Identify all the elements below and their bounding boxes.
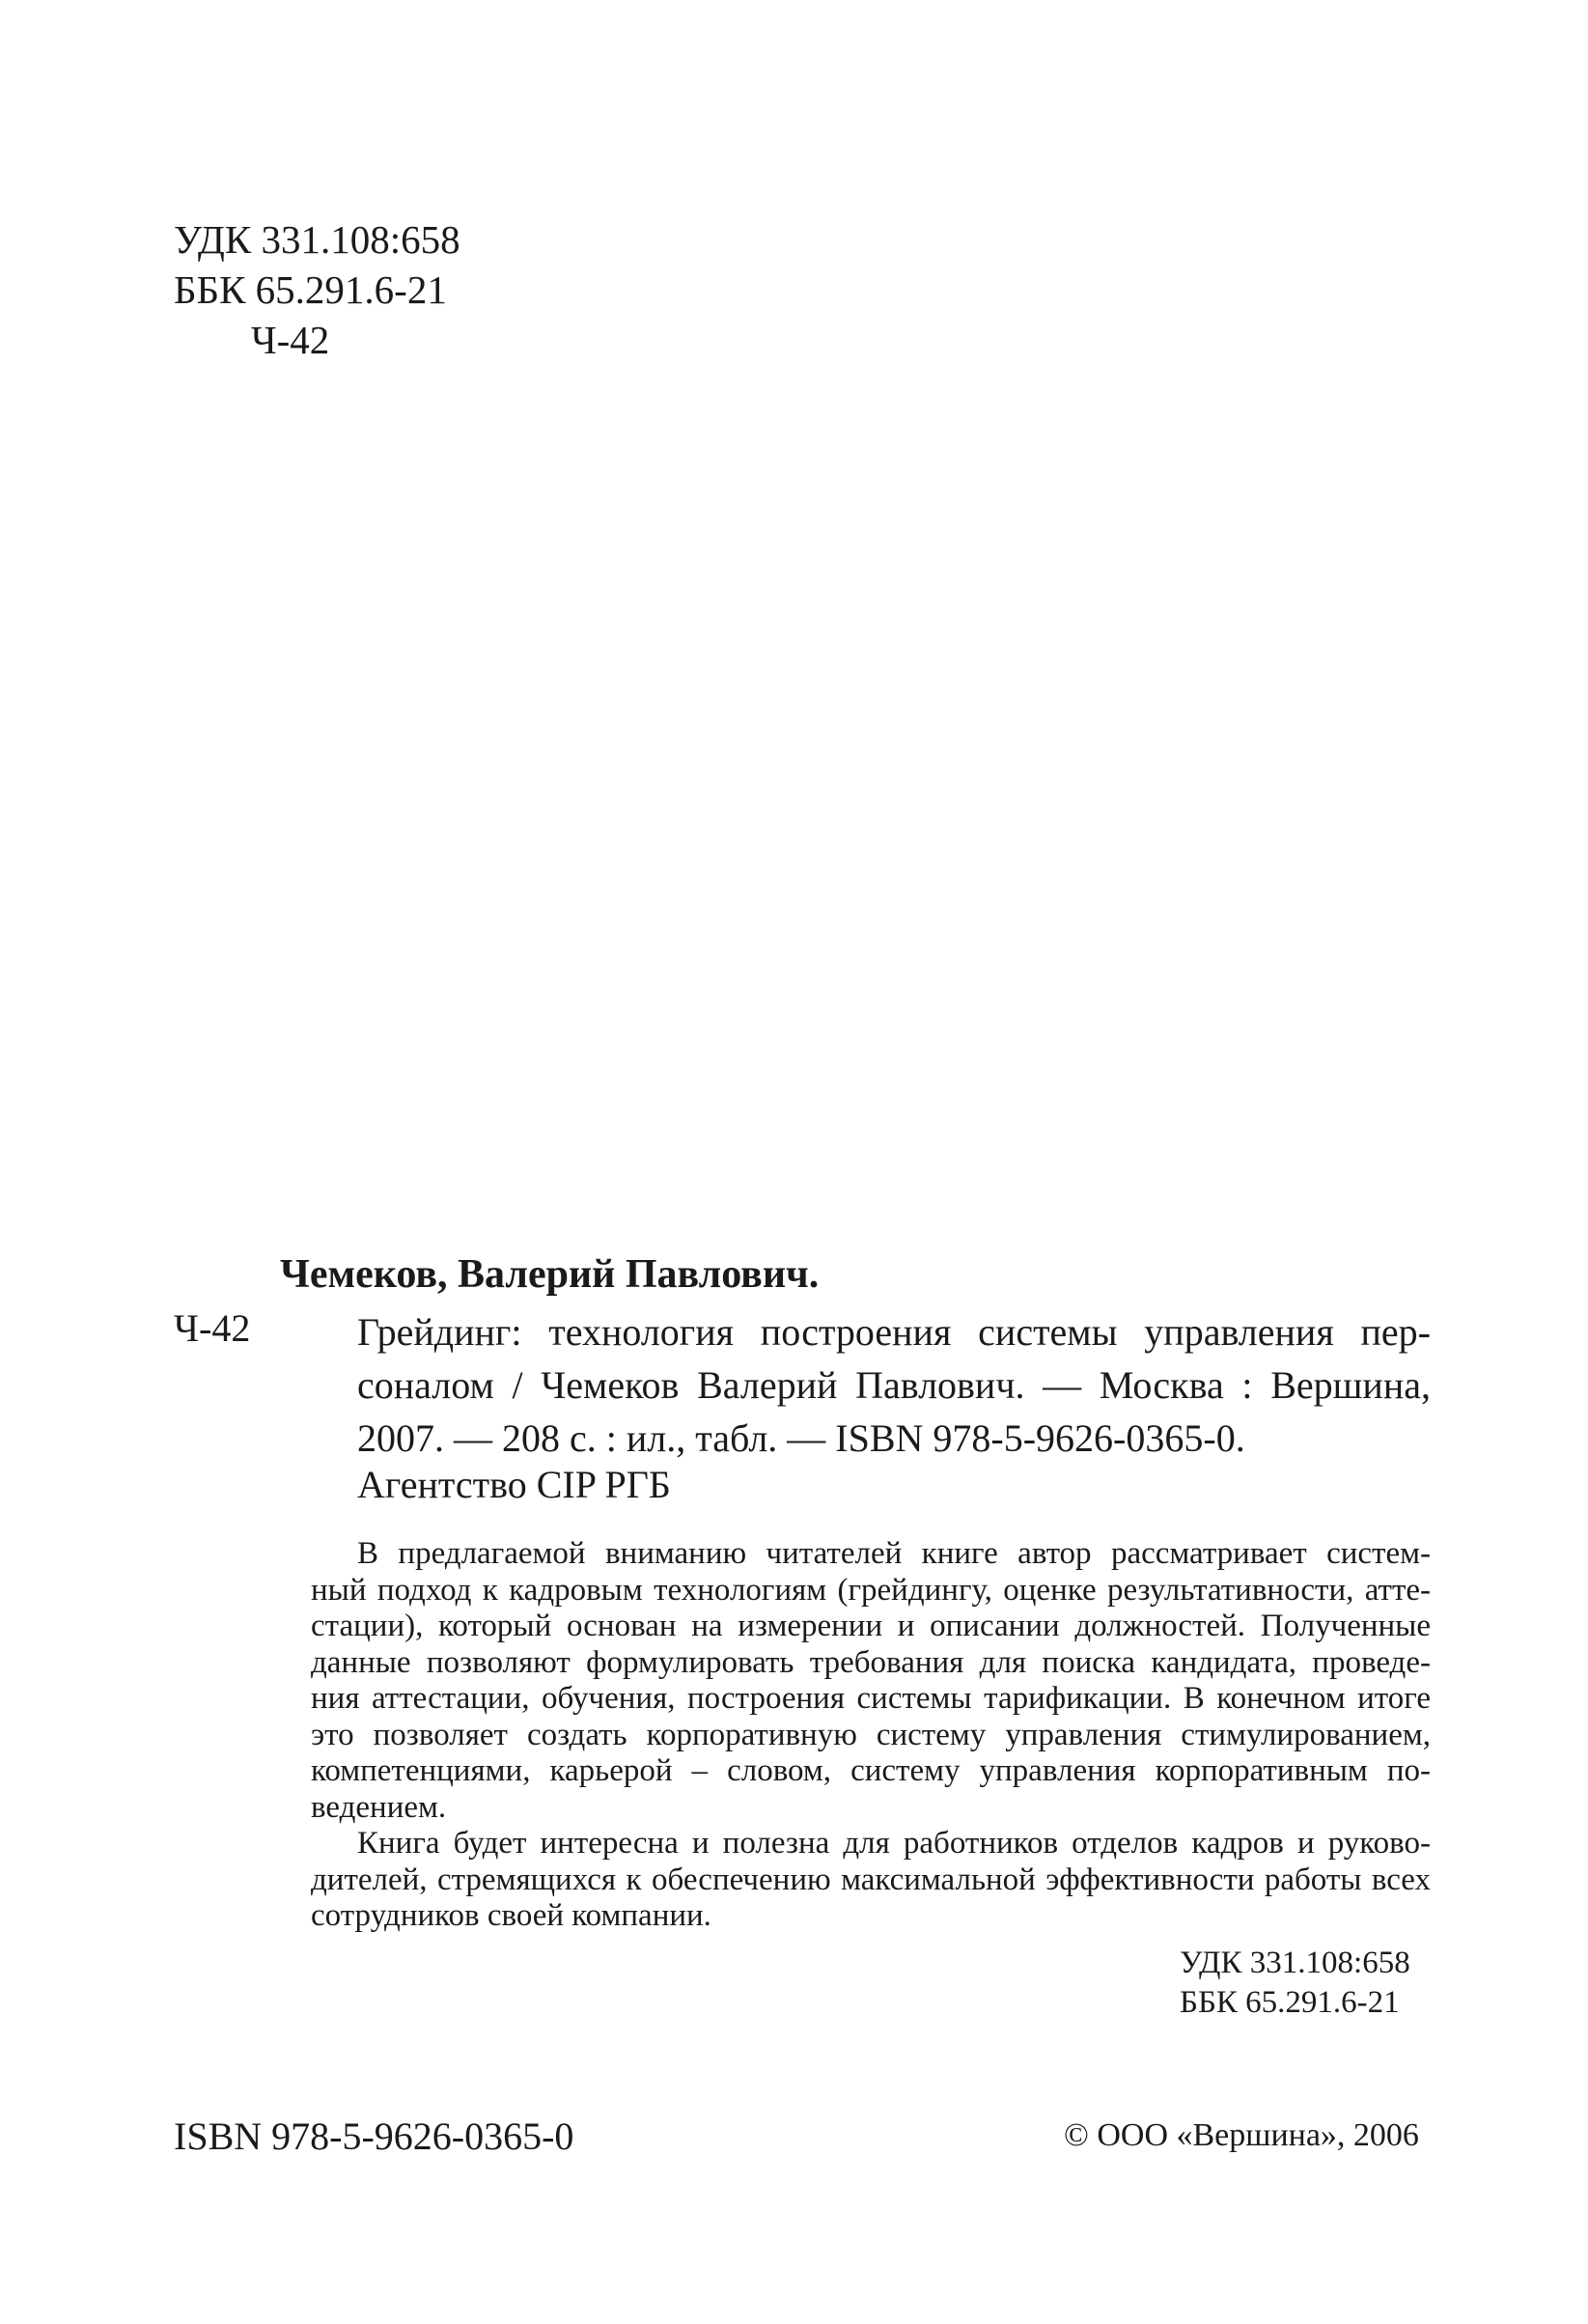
record-author-sign: Ч-42 [174, 1306, 251, 1350]
description-line: 2007. — 208 с. : ил., табл. — ISBN 978-5-9626-0365-0. [357, 1416, 1245, 1460]
udk-code: УДК 331.108:658 [174, 217, 460, 262]
annotation-line: стации), который основан на измерении и описании должностей. Полученные [311, 1609, 1431, 1643]
annotation-line: дителей, стремящихся к обеспечению максимальной эффективности работы всех [311, 1862, 1431, 1897]
author-sign: Ч-42 [251, 318, 330, 362]
bbk-code: ББК 65.291.6-21 [174, 267, 447, 312]
isbn: ISBN 978-5-9626-0365-0 [174, 2114, 574, 2158]
annotation-line: данные позволяют формулировать требования для поиска кандидата, проведе- [311, 1644, 1431, 1680]
bbk-code: ББК 65.291.6-21 [1180, 1985, 1400, 2020]
annotation-line: Книга будет интересна и полезна для работников отделов кадров и руково- [357, 1826, 1431, 1861]
cip-agency: Агентство CIP РГБ [357, 1463, 671, 1506]
record-author: Чемеков, Валерий Павлович. [280, 1252, 820, 1297]
annotation [311, 1536, 1431, 1935]
annotation-line: сотрудников своей компании. [311, 1898, 711, 1933]
description-line: соналом / Чемеков Валерий Павлович. — Москва : Вершина, [357, 1363, 1431, 1407]
bottom-classification-codes [1180, 1944, 1410, 2023]
annotation-line: ведением. [311, 1789, 447, 1825]
description-line: Грейдинг: технология построения системы управления пер- [357, 1310, 1431, 1354]
annotation-line: В предлагаемой вниманию читателей книге автор рассматривает систем- [357, 1536, 1431, 1571]
copyright: © ООО «Вершина», 2006 [1064, 2117, 1419, 2153]
annotation-line: ния аттестации, обучения, построения системы тарификации. В конечном итоге [311, 1681, 1431, 1716]
annotation-line: ный подход к кадровым технологиям (грейдингу, оценке результативности, атте- [311, 1572, 1431, 1608]
udk-code: УДК 331.108:658 [1180, 1946, 1410, 1980]
annotation-line: это позволяет создать корпоративную систему управления стимулированием, [311, 1717, 1431, 1752]
bibliographic-description [357, 1305, 1431, 1465]
annotation-line: компетенциями, карьерой – словом, систему управления корпоративным по- [311, 1753, 1431, 1788]
top-classification-codes [174, 214, 460, 365]
